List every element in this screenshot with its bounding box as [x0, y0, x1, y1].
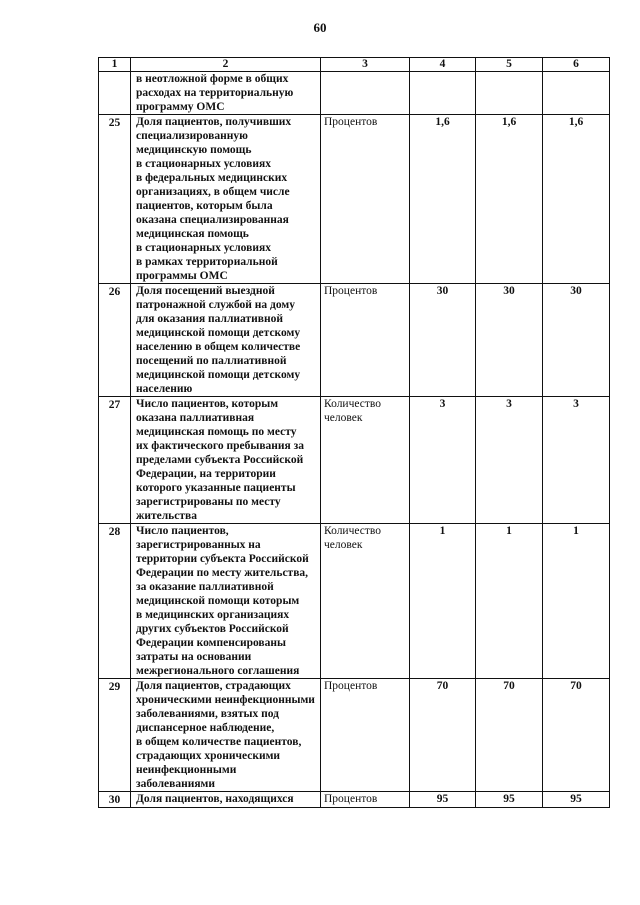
description-line: в стационарных условиях	[136, 242, 271, 254]
unit-of-measure	[321, 72, 410, 115]
description-line: медицинской помощи детскому	[136, 327, 301, 339]
description-line: для оказания паллиативной	[136, 313, 283, 325]
description-line: медицинская помощь по месту	[136, 426, 297, 438]
table-row	[99, 792, 610, 808]
description-line: диспансерное наблюдение,	[136, 722, 275, 734]
description-line: пределами субъекта Российской	[136, 454, 304, 466]
value-year-3: 1,6	[543, 115, 610, 284]
indicator-description	[131, 792, 321, 808]
header-cell: 4	[410, 58, 476, 72]
description-line: программы ОМС	[136, 270, 228, 282]
description-line: других субъектов Российской	[136, 623, 289, 635]
value-year-3: 1	[543, 524, 610, 679]
indicators-table	[98, 57, 610, 808]
table-row	[99, 115, 610, 284]
description-line: Доля пациентов, страдающих	[136, 680, 291, 692]
description-line: жительства	[136, 510, 197, 522]
row-number	[99, 72, 131, 115]
value-year-2: 3	[476, 397, 543, 524]
table-row	[99, 284, 610, 397]
indicator-description	[131, 115, 321, 284]
description-line: организациях, в общем числе	[136, 186, 290, 198]
description-line: заболеваниями, взятых под	[136, 708, 279, 720]
value-year-3: 95	[543, 792, 610, 808]
description-line: медицинскую помощь	[136, 144, 252, 156]
row-number: 25	[99, 115, 131, 284]
table-row	[99, 524, 610, 679]
description-line: программу ОМС	[136, 101, 225, 113]
description-line: страдающих хроническими	[136, 750, 281, 762]
unit-of-measure	[321, 115, 410, 284]
unit-of-measure	[321, 792, 410, 808]
value-year-1: 95	[410, 792, 476, 808]
value-year-3: 70	[543, 679, 610, 792]
indicator-description	[131, 679, 321, 792]
description-line: в федеральных медицинских	[136, 172, 288, 184]
row-number: 28	[99, 524, 131, 679]
unit-line: Процентов	[324, 680, 378, 692]
description-line: пациентов, которым была	[136, 200, 273, 212]
description-line: медицинская помощь	[136, 228, 249, 240]
description-line: их фактического пребывания за	[136, 440, 305, 452]
description-line: Число пациентов, которым	[136, 398, 279, 410]
description-line: посещений по паллиативной	[136, 355, 287, 367]
value-year-1: 3	[410, 397, 476, 524]
unit-line: Процентов	[324, 793, 378, 805]
header-cell: 5	[476, 58, 543, 72]
unit-line: человек	[324, 539, 363, 551]
unit-of-measure	[321, 679, 410, 792]
unit-of-measure	[321, 284, 410, 397]
value-year-3	[543, 72, 610, 115]
description-line: Доля пациентов, находящихся	[136, 793, 294, 805]
description-line: затраты на основании	[136, 651, 252, 663]
page-number: 60	[313, 20, 327, 35]
description-line: территории субъекта Российской	[136, 553, 309, 565]
value-year-2: 30	[476, 284, 543, 397]
description-line: зарегистрированы по месту	[136, 496, 281, 508]
header-cell: 3	[321, 58, 410, 72]
description-line: медицинской помощи детскому	[136, 369, 301, 381]
description-line: Федерации по месту жительства,	[136, 567, 309, 579]
description-line: Доля пациентов, получивших	[136, 116, 292, 128]
unit-line: человек	[324, 412, 363, 424]
table-header-row	[99, 58, 610, 72]
value-year-1: 30	[410, 284, 476, 397]
description-line: в рамках территориальной	[136, 256, 278, 268]
value-year-2: 1,6	[476, 115, 543, 284]
description-line: Федерации компенсированы	[136, 637, 286, 649]
description-line: в стационарных условиях	[136, 158, 271, 170]
header-cell: 1	[99, 58, 131, 72]
header-cell: 2	[131, 58, 321, 72]
unit-line: Количество	[324, 398, 381, 410]
description-line: расходах на территориальную	[136, 87, 294, 99]
description-line: заболеваниями	[136, 778, 216, 790]
value-year-1: 1	[410, 524, 476, 679]
description-line: оказана паллиативная	[136, 412, 255, 424]
table-body	[99, 58, 610, 808]
value-year-2	[476, 72, 543, 115]
unit-line: Количество	[324, 525, 381, 537]
value-year-1	[410, 72, 476, 115]
description-line: в неотложной форме в общих	[136, 73, 289, 85]
description-line: в медицинских организациях	[136, 609, 290, 621]
indicator-description	[131, 72, 321, 115]
description-line: населению	[136, 383, 193, 395]
row-number: 30	[99, 792, 131, 808]
description-line: медицинской помощи которым	[136, 595, 300, 607]
description-line: которого указанные пациенты	[136, 482, 296, 494]
description-line: межрегионального соглашения	[136, 665, 300, 677]
indicator-description	[131, 524, 321, 679]
table-row	[99, 72, 610, 115]
unit-of-measure	[321, 397, 410, 524]
description-line: Доля посещений выездной	[136, 285, 275, 297]
header-cell: 6	[543, 58, 610, 72]
table-row	[99, 679, 610, 792]
description-line: Число пациентов,	[136, 525, 229, 537]
value-year-2: 95	[476, 792, 543, 808]
row-number: 29	[99, 679, 131, 792]
row-number: 26	[99, 284, 131, 397]
unit-line: Процентов	[324, 116, 378, 128]
indicator-description	[131, 284, 321, 397]
row-number: 27	[99, 397, 131, 524]
description-line: специализированную	[136, 130, 248, 142]
description-line: в общем количестве пациентов,	[136, 736, 302, 748]
description-line: населению в общем количестве	[136, 341, 301, 353]
description-line: неинфекционными	[136, 764, 237, 776]
description-line: зарегистрированных на	[136, 539, 261, 551]
value-year-3: 3	[543, 397, 610, 524]
description-line: за оказание паллиативной	[136, 581, 274, 593]
value-year-2: 1	[476, 524, 543, 679]
description-line: оказана специализированная	[136, 214, 289, 226]
value-year-1: 1,6	[410, 115, 476, 284]
unit-of-measure	[321, 524, 410, 679]
description-line: Федерации, на территории	[136, 468, 276, 480]
description-line: хроническими неинфекционными	[136, 694, 315, 706]
description-line: патронажной службой на дому	[136, 299, 295, 311]
value-year-2: 70	[476, 679, 543, 792]
table-row	[99, 397, 610, 524]
value-year-1: 70	[410, 679, 476, 792]
indicator-description	[131, 397, 321, 524]
unit-line: Процентов	[324, 285, 378, 297]
value-year-3: 30	[543, 284, 610, 397]
